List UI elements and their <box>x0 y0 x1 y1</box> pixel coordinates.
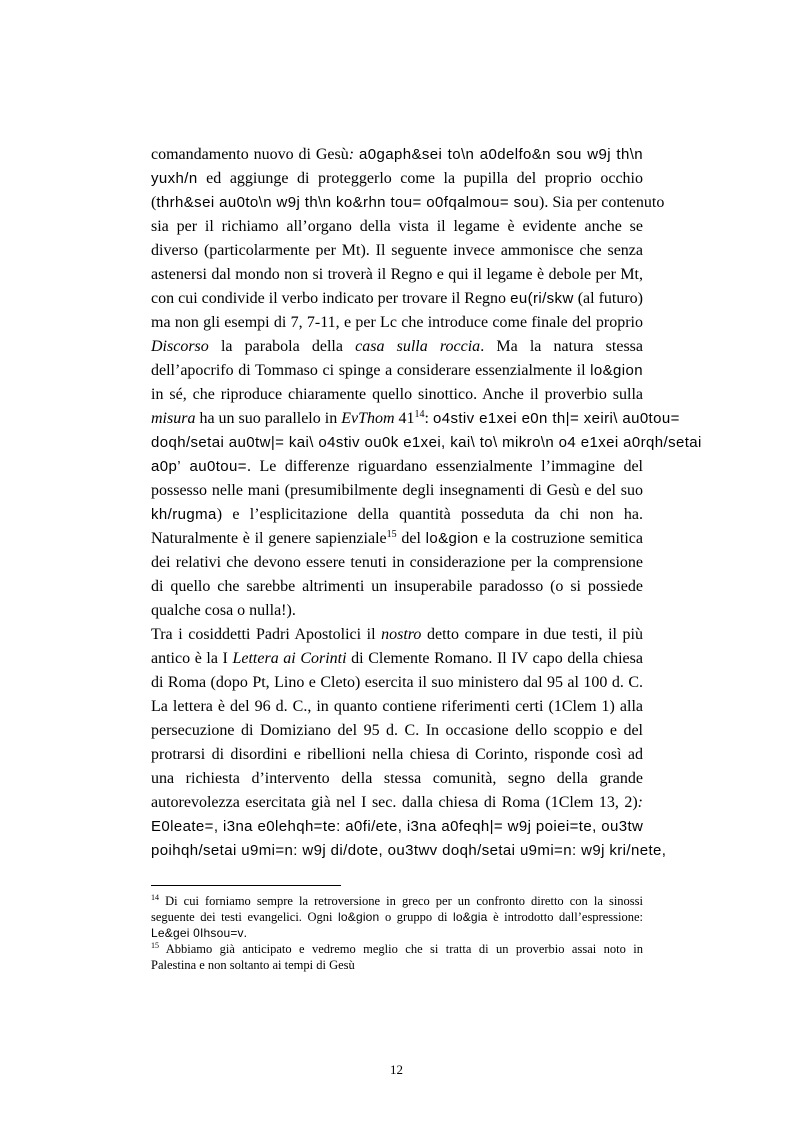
text-line <box>151 839 667 863</box>
footnote-15: $^{15}$ Abbiamo già anticipato e vedremo meglio che si tratta di un proverbio assai noto in <box>151 941 643 956</box>
greek-text: a0gaph&sei to\n a0delfo&n sou w9j th\n <box>358 146 644 163</box>
text-line: astenersi dal mondo non si troverà il Regno e qui il legame è debole per Mt, <box>151 266 643 283</box>
greek-text: a0p’ au0tou= <box>151 458 247 475</box>
text-line: Discorso la parabola della casa sulla roccia. Ma la natura stessa <box>151 338 643 355</box>
greek-text: thrh&sei au0to\n w9j th\n ko&rhn tou= o0fqalmou= sou <box>156 194 540 211</box>
greek-text: doqh/setai au0tw|= kai\ o4stiv ou0k e1xei, kai\ to\ mikro\n o4 e1xei a0rqh/setai <box>151 434 702 451</box>
footnote-ref: 14 <box>414 409 425 420</box>
text-line: una richiesta d’intervento della stessa comunità, segno della grande <box>151 770 643 787</box>
greek-text: o4stiv e1xei e0n th|= xeiri\ au0tou= <box>432 410 680 427</box>
greek-text: lo&gion <box>338 910 380 924</box>
footnote-divider <box>151 885 341 886</box>
text-line: in sé, che riproduce chiaramente quello sinottico. Anche il proverbio sulla <box>151 386 643 403</box>
footnote-ref: 15 <box>386 529 397 540</box>
text-line: yuxh/n ed aggiunge di proteggerlo come la pupilla del proprio occhio <box>151 170 643 187</box>
text-line: sia per il richiamo all’organo della vista il legame è evidente anche se <box>151 218 643 235</box>
text-line: comandamento nuovo di Gesù: a0gaph&sei to\n a0delfo&n sou w9j th\n <box>151 146 644 163</box>
text-line: di quello che sarebbe altrimenti un insuperabile paradosso (o si possiede <box>151 578 643 595</box>
footnote-14: $^{14}$ Di cui forniamo sempre la retroversione in greco per un confronto diretto con la sinossi <box>151 893 643 908</box>
text-line: Tra i cosiddetti Padri Apostolici il nostro detto compare in due testi, il più <box>151 626 643 643</box>
page-number: 12 <box>390 1062 403 1077</box>
text-line: diverso (particolarmente per Mt). Il seguente invece ammonisce che senza <box>151 242 643 259</box>
greek-text: kh/rugma <box>151 506 217 523</box>
text-line <box>151 815 643 839</box>
text-line: kh/rugma) e l’esplicitazione della quantità posseduta da chi non ha. <box>151 506 643 523</box>
text-line: a0p’ au0tou=. Le differenze riguardano essenzialmente l’immagine del <box>151 458 644 475</box>
footnote-14-line: Le&gei 0Ihsou=v. <box>151 926 247 940</box>
greek-text: eu(ri/skw <box>510 290 574 307</box>
greek-text: yuxh/n <box>151 170 198 187</box>
text-line: dei relativi che devono essere tenuti in considerazione per la comprensione <box>151 554 643 571</box>
text-line: misura ha un suo parallelo in EvThom $41^{14}$: o4stiv e1xei e0n th|= xeiri\ au0tou= <box>151 409 680 427</box>
text-line: ma non gli esempi di 7, 7-11, e per Lc che introduce come finale del proprio <box>151 314 643 331</box>
footnote-14-line: seguente dei testi evangelici. Ogni lo&gion o gruppo di lo&gia è introdotto dall’espressione: <box>151 910 643 924</box>
greek-text: Le&gei 0Ihsou=v <box>151 926 244 940</box>
text-line: (thrh&sei au0to\n w9j th\n ko&rhn tou= o0fqalmou= sou). Sia per contenuto <box>151 194 665 211</box>
text-line: dell’apocrifo di Tommaso ci spinge a considerare essenzialmente il lo&gion <box>151 362 643 379</box>
text-line: qualche cosa o nulla!). <box>151 602 296 619</box>
text-line: protrarsi di disordini e ribellioni nella chiesa di Corinto, risponde così ad <box>151 746 643 763</box>
greek-text: lo&gion <box>425 530 479 547</box>
greek-text: poihqh/setai u9mi=n: w9j di/dote, ou3twv doqh/setai u9mi=n: w9j kri/nete, <box>151 842 667 859</box>
text-line <box>151 431 702 455</box>
greek-text: E0leate=, i3na e0lehqh=te: a0fi/ete, i3na a0feqh|= w9j poiei=te, ou3tw <box>151 818 644 835</box>
text-line: Naturalmente è il genere sapienziale$^{15}$ del lo&gion e la costruzione semitica <box>151 529 644 547</box>
greek-text: lo&gion <box>590 362 643 379</box>
text-line: persecuzione di Domiziano del 95 d. C. In occasione dello scoppio e del <box>151 722 643 739</box>
text-line: autorevolezza esercitata già nel I sec. dalla chiesa di Roma (1Clem 13, 2): <box>151 794 643 811</box>
text-line: La lettera è del 96 d. C., in quanto contiene riferimenti certi (1Clem 1) alla <box>151 698 643 715</box>
footnote-15-line: Palestina e non soltanto ai tempi di Gesù <box>151 958 355 972</box>
text-line: possesso nelle mani (presumibilmente degli insegnamenti di Gesù e del suo <box>151 482 643 499</box>
text-line: antico è la I Lettera ai Corinti di Clemente Romano. Il IV capo della chiesa <box>151 650 643 667</box>
text-line: di Roma (dopo Pt, Lino e Cleto) esercita il suo ministero dal 95 al 100 d. C. <box>151 674 643 691</box>
text-line: con cui condivide il verbo indicato per trovare il Regno eu(ri/skw (al futuro) <box>151 290 644 307</box>
greek-text: lo&gia <box>452 910 488 924</box>
